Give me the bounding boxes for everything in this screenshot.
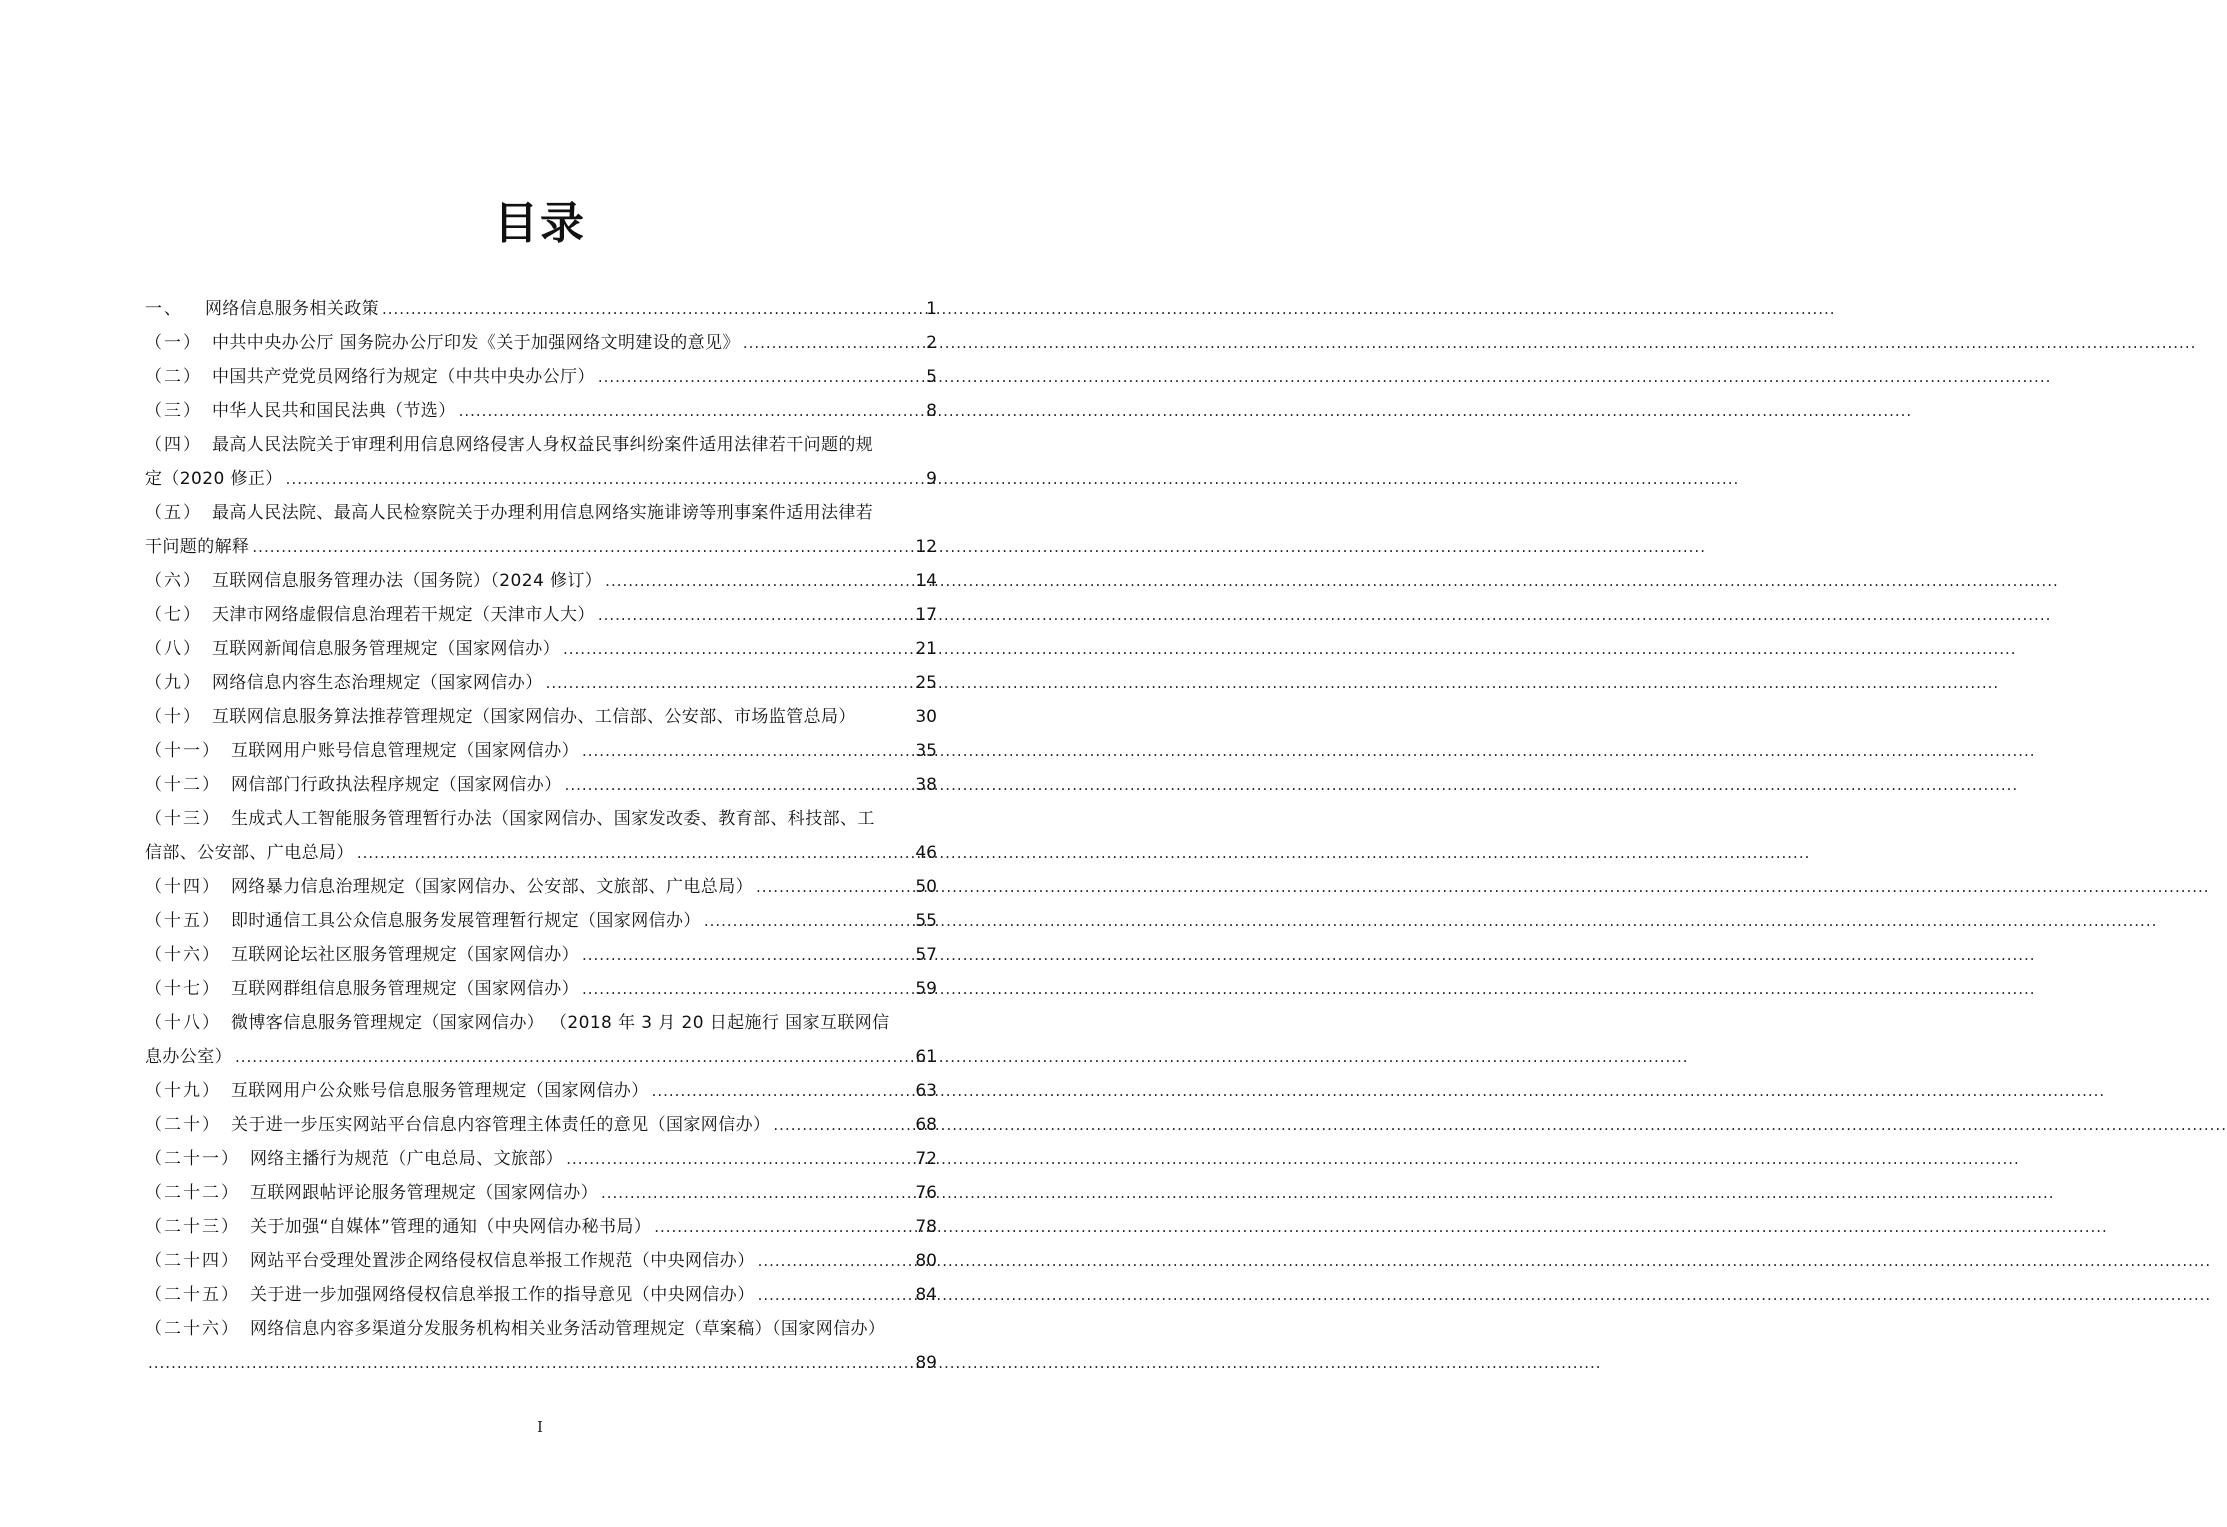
toc-leader-dots — [148, 1346, 912, 1380]
toc-page-number: 84 — [915, 1285, 937, 1305]
toc-line — [145, 1006, 937, 1040]
toc-entry[interactable] — [145, 496, 937, 564]
toc-line-continued — [145, 530, 937, 564]
toc-entry-title: 互联网群组信息服务管理规定（国家网信办） — [231, 979, 579, 999]
toc-leader-dots — [582, 938, 912, 972]
toc-page-number: 21 — [915, 639, 937, 659]
toc-line — [145, 904, 937, 938]
toc-entry-number: （二） — [145, 367, 202, 387]
toc-entry-title: 网站平台受理处置涉企网络侵权信息举报工作规范（中央网信办） — [250, 1251, 755, 1271]
toc-leader-dots — [563, 632, 912, 666]
toc-entry[interactable] — [145, 1142, 937, 1176]
toc-page-number: 46 — [915, 843, 937, 863]
toc-line — [145, 1278, 937, 1312]
toc-page-number: 55 — [915, 911, 937, 931]
toc-entry[interactable] — [145, 1006, 937, 1074]
toc-page-number: 5 — [926, 367, 937, 387]
toc-line — [145, 564, 937, 598]
toc-entry-title-continued: 信部、公安部、广电总局） — [145, 843, 354, 863]
toc-entry[interactable] — [145, 1210, 937, 1244]
table-of-contents — [145, 292, 937, 1380]
toc-entry-number: （一） — [145, 333, 202, 353]
toc-entry[interactable] — [145, 632, 937, 666]
toc-line — [145, 972, 937, 1006]
toc-line-continued — [145, 1346, 937, 1380]
toc-entry-number: （十三） — [145, 809, 221, 829]
toc-line — [145, 292, 937, 326]
toc-page-number: 68 — [915, 1115, 937, 1135]
toc-leader-dots — [252, 530, 912, 564]
toc-entry-number: （三） — [145, 401, 202, 421]
toc-entry[interactable] — [145, 564, 937, 598]
toc-entry[interactable] — [145, 1176, 937, 1210]
toc-entry-title: 互联网用户账号信息管理规定（国家网信办） — [231, 741, 579, 761]
toc-entry-title: 网络暴力信息治理规定（国家网信办、公安部、文旅部、广电总局） — [231, 877, 753, 897]
toc-entry[interactable] — [145, 972, 937, 1006]
toc-entry[interactable] — [145, 1278, 937, 1312]
toc-leader-dots — [758, 1244, 913, 1278]
toc-entry[interactable] — [145, 904, 937, 938]
toc-leader-dots — [654, 1210, 912, 1244]
toc-entry[interactable] — [145, 360, 937, 394]
toc-page-number: 9 — [926, 469, 937, 489]
toc-page-number: 30 — [915, 707, 937, 727]
toc-entry-number: （十九） — [145, 1081, 221, 1101]
toc-leader-dots — [582, 734, 912, 768]
toc-entry-title: 中华人民共和国民法典（节选） — [212, 401, 456, 421]
toc-line — [145, 802, 937, 836]
toc-entry-title: 最高人民法院关于审理利用信息网络侵害人身权益民事纠纷案件适用法律若干问题的规 — [212, 435, 874, 455]
toc-leader-dots — [357, 836, 913, 870]
toc-line — [145, 1108, 937, 1142]
toc-entry[interactable] — [145, 1108, 937, 1142]
toc-entry-title: 互联网信息服务算法推荐管理规定（国家网信办、工信部、公安部、市场监管总局） — [212, 707, 856, 727]
toc-leader-dots — [758, 1278, 913, 1312]
toc-line — [145, 1210, 937, 1244]
toc-line — [145, 394, 937, 428]
toc-page-number: 25 — [915, 673, 937, 693]
toc-entry-title-continued: 定（2020 修正） — [145, 469, 283, 489]
toc-line — [145, 632, 937, 666]
toc-entry-title: 网络主播行为规范（广电总局、文旅部） — [250, 1149, 564, 1169]
toc-line — [145, 768, 937, 802]
toc-entry[interactable] — [145, 870, 937, 904]
toc-entry-title: 互联网新闻信息服务管理规定（国家网信办） — [212, 639, 560, 659]
toc-entry-number: （二十一） — [145, 1149, 240, 1169]
page-title: 目录 — [494, 198, 586, 249]
toc-line — [145, 1074, 937, 1108]
toc-entry[interactable] — [145, 428, 937, 496]
toc-entry[interactable] — [145, 938, 937, 972]
toc-entry[interactable] — [145, 292, 937, 326]
toc-leader-dots — [566, 1142, 912, 1176]
toc-leader-dots — [704, 904, 913, 938]
toc-line — [145, 1142, 937, 1176]
toc-leader-dots — [546, 666, 913, 700]
toc-leader-dots — [235, 1040, 912, 1074]
toc-entry-title: 微博客信息服务管理规定（国家网信办） （2018 年 3 月 20 日起施行 国家互联网信 — [231, 1013, 890, 1033]
toc-entry-number: （二十五） — [145, 1285, 240, 1305]
toc-page-number: 89 — [915, 1353, 937, 1373]
toc-entry-number: （十二） — [145, 775, 221, 795]
toc-page-number: 8 — [926, 401, 937, 421]
toc-entry-title: 网络信息内容生态治理规定（国家网信办） — [212, 673, 543, 693]
toc-entry-number: （九） — [145, 673, 202, 693]
toc-line — [145, 598, 937, 632]
toc-page-number: 80 — [915, 1251, 937, 1271]
toc-entry-number: （二十二） — [145, 1183, 240, 1203]
toc-line-continued — [145, 1040, 937, 1074]
page-number: I — [537, 1418, 543, 1436]
toc-entry[interactable] — [145, 394, 937, 428]
toc-entry[interactable] — [145, 1312, 937, 1380]
toc-entry[interactable] — [145, 1074, 937, 1108]
toc-entry-title: 网络信息服务相关政策 — [205, 299, 379, 319]
toc-entry[interactable] — [145, 734, 937, 768]
toc-entry-number: （二十四） — [145, 1251, 240, 1271]
toc-leader-dots — [459, 394, 924, 428]
toc-entry[interactable] — [145, 802, 937, 870]
toc-entry-number: （四） — [145, 435, 202, 455]
toc-page-number: 2 — [926, 333, 937, 353]
toc-entry-number: （六） — [145, 571, 202, 591]
toc-leader-dots — [565, 768, 913, 802]
toc-page-number: 14 — [915, 571, 937, 591]
toc-leader-dots — [382, 292, 923, 326]
toc-page-number: 61 — [915, 1047, 937, 1067]
toc-leader-dots — [652, 1074, 913, 1108]
toc-line — [145, 666, 937, 700]
toc-page-number: 17 — [915, 605, 937, 625]
toc-page-number: 63 — [915, 1081, 937, 1101]
toc-entry-title: 关于加强“自媒体”管理的通知（中央网信办秘书局） — [250, 1217, 652, 1237]
toc-leader-dots — [756, 870, 912, 904]
toc-entry-title-continued: 干问题的解释 — [145, 537, 250, 557]
toc-entry-title: 互联网跟帖评论服务管理规定（国家网信办） — [250, 1183, 598, 1203]
toc-entry-number: （二十） — [145, 1115, 221, 1135]
toc-entry-number: 一、 — [145, 299, 183, 319]
toc-page-number: 12 — [915, 537, 937, 557]
toc-line — [145, 1176, 937, 1210]
toc-line — [145, 734, 937, 768]
toc-entry[interactable] — [145, 1244, 937, 1278]
toc-entry-number: （五） — [145, 503, 202, 523]
toc-line — [145, 700, 937, 734]
toc-entry-title: 网信部门行政执法程序规定（国家网信办） — [231, 775, 562, 795]
toc-entry-title: 网络信息内容多渠道分发服务机构相关业务活动管理规定（草案稿）（国家网信办） — [250, 1319, 886, 1339]
toc-leader-dots — [773, 1108, 912, 1142]
toc-entry-number: （二十六） — [145, 1319, 240, 1339]
toc-leader-dots — [286, 462, 924, 496]
toc-entry[interactable] — [145, 326, 937, 360]
toc-line — [145, 326, 937, 360]
toc-entry[interactable] — [145, 768, 937, 802]
toc-entry-number: （十四） — [145, 877, 221, 897]
toc-entry-number: （七） — [145, 605, 202, 625]
toc-entry-title: 中共中央办公厅 国务院办公厅印发《关于加强网络文明建设的意见》 — [212, 333, 740, 353]
toc-leader-dots — [582, 972, 912, 1006]
toc-entry-number: （二十三） — [145, 1217, 240, 1237]
toc-entry[interactable] — [145, 700, 937, 734]
toc-line — [145, 360, 937, 394]
toc-page-number: 72 — [915, 1149, 937, 1169]
toc-entry-title-continued: 息办公室） — [145, 1047, 232, 1067]
toc-entry-title: 关于进一步压实网站平台信息内容管理主体责任的意见（国家网信办） — [231, 1115, 771, 1135]
toc-line — [145, 1244, 937, 1278]
toc-entry-title: 最高人民法院、最高人民检察院关于办理利用信息网络实施诽谤等刑事案件适用法律若 — [212, 503, 874, 523]
toc-entry-number: （八） — [145, 639, 202, 659]
toc-entry-title: 互联网用户公众账号信息服务管理规定（国家网信办） — [231, 1081, 649, 1101]
toc-page-number: 35 — [915, 741, 937, 761]
toc-leader-dots — [743, 326, 923, 360]
toc-line — [145, 496, 937, 530]
toc-page-number: 76 — [915, 1183, 937, 1203]
toc-leader-dots — [598, 360, 923, 394]
toc-entry-title: 关于进一步加强网络侵权信息举报工作的指导意见（中央网信办） — [250, 1285, 755, 1305]
toc-line-continued — [145, 836, 937, 870]
toc-leader-dots — [598, 598, 913, 632]
toc-entry-title: 即时通信工具公众信息服务发展管理暂行规定（国家网信办） — [231, 911, 701, 931]
toc-entry[interactable] — [145, 666, 937, 700]
toc-entry-number: （十一） — [145, 741, 221, 761]
toc-line — [145, 870, 937, 904]
toc-leader-dots — [605, 564, 912, 598]
toc-entry-title: 互联网信息服务管理办法（国务院）（2024 修订） — [212, 571, 603, 591]
toc-entry-title: 天津市网络虚假信息治理若干规定（天津市人大） — [212, 605, 595, 625]
toc-leader-dots — [601, 1176, 912, 1210]
toc-entry-title: 互联网论坛社区服务管理规定（国家网信办） — [231, 945, 579, 965]
toc-line-continued — [145, 462, 937, 496]
toc-page-number: 1 — [926, 299, 937, 319]
toc-entry-number: （十七） — [145, 979, 221, 999]
toc-entry-number: （十六） — [145, 945, 221, 965]
toc-line — [145, 938, 937, 972]
toc-entry-number: （十五） — [145, 911, 221, 931]
toc-page-number: 59 — [915, 979, 937, 999]
toc-line — [145, 428, 937, 462]
toc-entry-number: （十） — [145, 707, 202, 727]
toc-page-number: 38 — [915, 775, 937, 795]
toc-entry-title: 中国共产党党员网络行为规定（中共中央办公厅） — [212, 367, 595, 387]
toc-line — [145, 1312, 937, 1346]
toc-entry-number: （十八） — [145, 1013, 221, 1033]
toc-entry-title: 生成式人工智能服务管理暂行办法（国家网信办、国家发改委、教育部、科技部、工 — [231, 809, 875, 829]
toc-entry[interactable] — [145, 598, 937, 632]
toc-page-number: 50 — [915, 877, 937, 897]
toc-page-number: 78 — [915, 1217, 937, 1237]
toc-page-number: 57 — [915, 945, 937, 965]
